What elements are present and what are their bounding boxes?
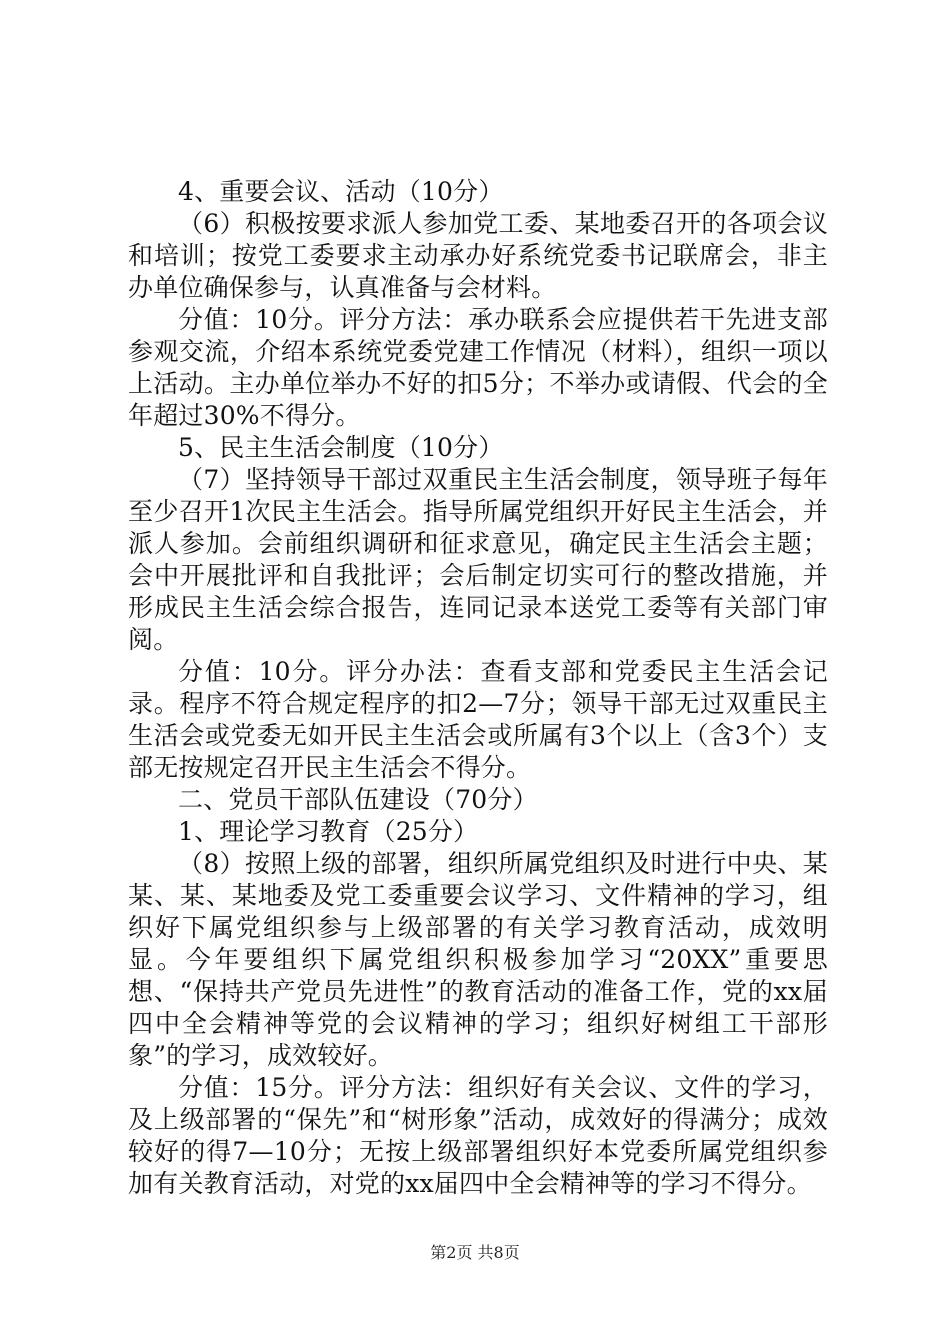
page-footer: 第2页 共8页	[430, 1243, 520, 1262]
paragraph-score-democratic-life: 分值：10分。评分办法：查看支部和党委民主生活会记录。程序不符合规定程序的扣2—7分；领导干部无过双重民主生活会或党委无如开民主生活会或所属有3个以上（含3个）支部无按规定召开民主生活会不得分。	[128, 657, 828, 782]
paragraph-score-theory-study: 分值：15分。评分方法：组织好有关会议、文件的学习，及上级部署的“保先”和“树形象”活动，成效好的得满分；成效较好的得7—10分；无按上级部署组织好本党委所属党组织参加有关教育活动，对党的xx届四中全会精神等的学习不得分。	[128, 1073, 828, 1198]
paragraph-item-6: （6）积极按要求派人参加党工委、某地委召开的各项会议和培训；按党工委要求主动承办好系统党委书记联席会，非主办单位确保参与，认真准备与会材料。	[128, 209, 828, 302]
chapter-heading-cadre-building: 二、党员干部队伍建设（70分）	[178, 785, 538, 814]
document-body	[128, 176, 828, 1200]
section-heading-theory-study: 1、理论学习教育（25分）	[178, 817, 479, 846]
paragraph-item-8: （8）按照上级的部署，组织所属党组织及时进行中央、某某、某、某地委及党工委重要会议学习、文件精神的学习，组织好下属党组织参与上级部署的有关学习教育活动，成效明显。今年要组织下属党组织积极参加学习“20XX”重要思想、“保持共产党员先进性”的教育活动的准备工作，党的xx届四中全会精神等党的会议精神的学习；组织好树组工干部形象”的学习，成效较好。	[128, 849, 828, 1070]
section-heading-democratic-life: 5、民主生活会制度（10分）	[178, 433, 504, 462]
paragraph-score-meetings: 分值：10分。评分方法：承办联系会应提供若干先进支部参观交流，介绍本系统党委党建工作情况（材料），组织一项以上活动。主办单位举办不好的扣5分；不举办或请假、代会的全年超过30%不得分。	[128, 305, 828, 430]
section-heading-meetings: 4、重要会议、活动（10分）	[178, 177, 504, 206]
paragraph-item-7: （7）坚持领导干部过双重民主生活会制度，领导班子每年至少召开1次民主生活会。指导所属党组织开好民主生活会，并派人参加。会前组织调研和征求意见，确定民主生活会主题；会中开展批评和自我批评；会后制定切实可行的整改措施，并形成民主生活会综合报告，连同记录本送党工委等有关部门审阅。	[128, 465, 828, 654]
